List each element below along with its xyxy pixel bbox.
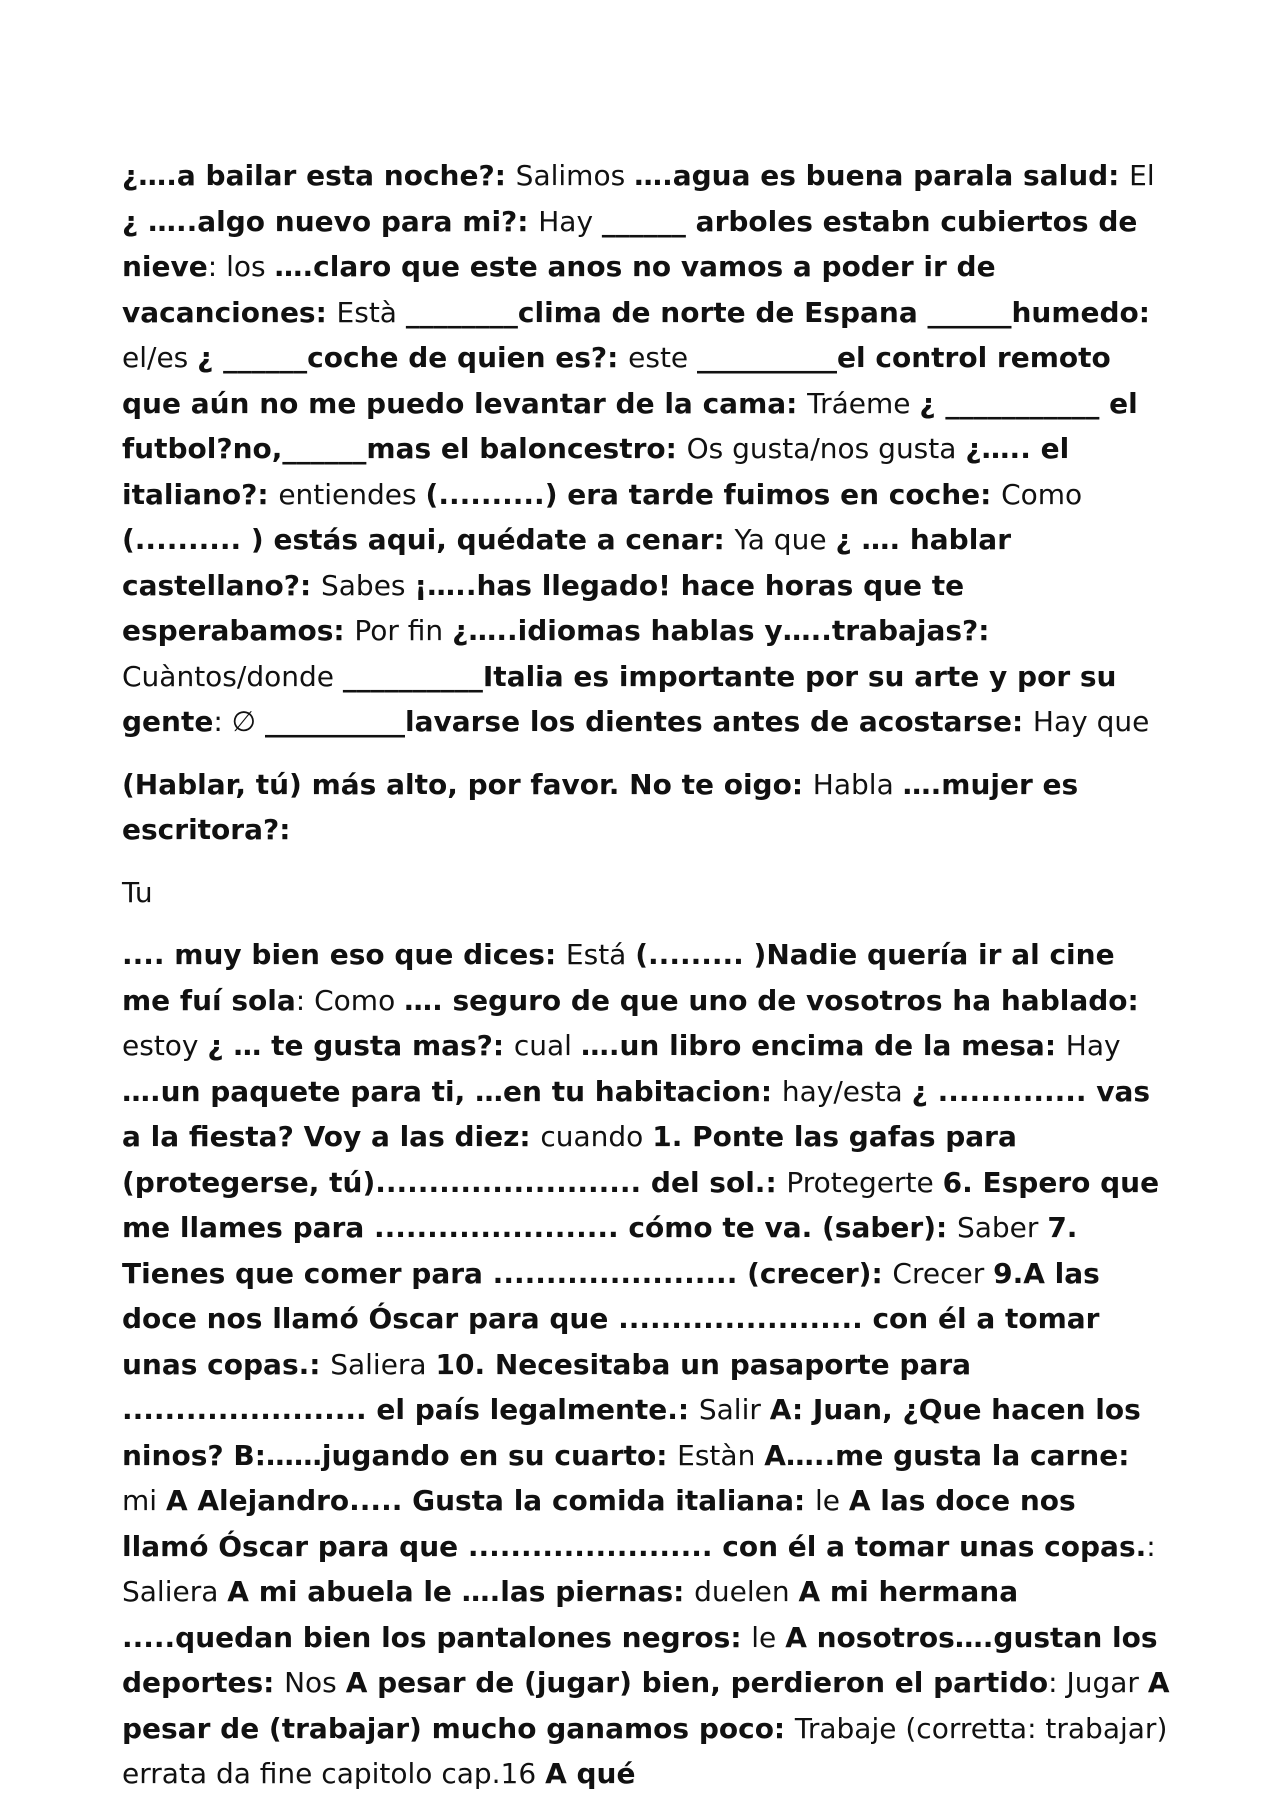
question-text: ….mujer es escritora?: <box>122 767 1079 846</box>
answer-text: el/es <box>122 341 198 374</box>
question-text: __________lavarse los dientes antes de acostarse: <box>264 705 1033 738</box>
answer-text: estoy <box>122 1029 208 1062</box>
question-text: ¿…..idiomas hablas y…..trabajas?: <box>452 614 990 647</box>
answer-text: Está <box>565 938 636 971</box>
document-paragraph <box>122 870 1170 916</box>
answer-text: cuando <box>540 1120 653 1153</box>
question-text: (..........) era tarde fuimos en coche: <box>425 477 1002 511</box>
answer-text: : Como <box>295 983 405 1017</box>
answer-text: hay/esta <box>781 1074 912 1108</box>
question-text: ________clima de norte de Espana ______humedo: <box>405 295 1150 329</box>
document-paragraph <box>122 932 1170 1797</box>
answer-text: le <box>814 1484 849 1517</box>
answer-text: Salimos <box>515 159 635 192</box>
question-text: ¿ …. hablar castellano?: <box>122 523 1011 602</box>
document-paragraph <box>122 762 1170 853</box>
question-text: A las doce nos llamó Óscar para que ....................... con él a tomar unas copas. <box>122 1484 1147 1563</box>
question-text: ¿ ______coche de quien es?: <box>197 341 629 374</box>
answer-text: le <box>751 1620 786 1654</box>
question-text: .... muy bien eso que dices: <box>122 938 566 971</box>
answer-text: mi <box>122 1484 166 1517</box>
answer-text: Hay <box>538 204 602 238</box>
answer-text: Ya que <box>734 523 836 556</box>
question-text: A pesar de (jugar) bien, perdieron el partido <box>345 1666 1049 1699</box>
question-text: __________Italia es importante por su arte y por su gente <box>122 659 1117 738</box>
question-text: A qué <box>545 1757 636 1790</box>
answer-text: El <box>1129 159 1155 192</box>
question-text: ….un libro encima de la mesa: <box>580 1029 1066 1062</box>
answer-text: Tráeme <box>807 386 920 420</box>
answer-text: entiendes <box>278 477 426 511</box>
question-text: ….un paquete para ti, …en tu habitacion: <box>122 1074 782 1108</box>
answer-text: Nos <box>284 1666 346 1699</box>
answer-text: Hay <box>1065 1029 1121 1062</box>
question-text: A nosotros….gustan los deportes: <box>122 1620 1158 1699</box>
question-text: ¿ ___________ el futbol?no,______mas el baloncestro: <box>122 386 1138 465</box>
answer-text: este <box>628 341 698 374</box>
question-text: A mi abuela le ….las piernas: <box>227 1575 695 1608</box>
answer-text: : Jugar <box>1048 1666 1148 1699</box>
answer-text: : ∅ <box>213 705 265 738</box>
question-text: __________el control remoto que aún no me puedo levantar de la cama: <box>122 341 1111 420</box>
question-text: (......... )Nadie quería ir al cine me fuí sola <box>122 938 1115 1017</box>
answer-text: Os gusta/nos gusta <box>686 432 966 465</box>
answer-text: duelen <box>694 1575 799 1608</box>
answer-text: Cuàntos/donde <box>122 659 343 693</box>
answer-text: : Saliera <box>122 1529 1156 1608</box>
answer-text: Sabes <box>320 568 415 602</box>
answer-text: Habla <box>812 767 903 801</box>
answer-text: Tu <box>122 875 153 909</box>
question-text: ¿….a bailar esta noche?: <box>122 159 516 192</box>
question-text: A mi hermana .....quedan bien los pantalones negros: <box>122 1575 1019 1654</box>
question-text: ¿ … te gusta mas?: <box>207 1029 514 1062</box>
answer-text: Està <box>336 295 406 329</box>
question-text: ¿ .............. vas a la fiesta? Voy a las diez: <box>122 1074 1151 1153</box>
answer-text: cual <box>513 1029 581 1062</box>
question-text: A Alejandro..... Gusta la comida italiana: <box>165 1484 815 1517</box>
answer-text: Crecer <box>892 1256 994 1290</box>
answer-text: Hay que <box>1032 705 1150 738</box>
question-text: …. seguro de que uno de vosotros ha hablado: <box>404 983 1139 1017</box>
answer-text: Por fin <box>354 614 453 647</box>
question-text: 1. Ponte las gafas para (protegerse, tú)......................... del sol.: <box>122 1120 1017 1199</box>
question-text: 6. Espero que me llames para ....................... cómo te va. (saber): <box>122 1165 1160 1244</box>
question-text: 9.A las doce nos llamó Óscar para que ....................... con él a tomar unas copas.: <box>122 1256 1100 1381</box>
answer-text: Como <box>1001 477 1083 511</box>
answer-text: Estàn <box>677 1438 765 1472</box>
question-text: 7. Tienes que comer para ....................... (crecer): <box>122 1211 1078 1290</box>
question-text: A…..me gusta la carne: <box>764 1438 1130 1472</box>
question-text: A: Juan, ¿Que hacen los ninos? B:……jugando en su cuarto: <box>122 1393 1141 1472</box>
answer-text: Saliera <box>330 1347 436 1381</box>
question-text: 10. Necesitaba un pasaporte para ....................... el país legalmente.: <box>122 1347 972 1426</box>
answer-text: Trabaje (corretta: trabajar) errata da fine capitolo cap.16 <box>122 1711 1168 1790</box>
question-text: ¿ …..algo nuevo para mi?: <box>122 204 539 238</box>
question-text: ¡…..has llegado! hace horas que te esperabamos: <box>122 568 965 647</box>
question-text: (Hablar, tú) más alto, por favor. No te oigo: <box>122 767 813 801</box>
question-text: ….claro que este anos no vamos a poder ir de vacanciones: <box>122 250 996 329</box>
question-text: A pesar de (trabajar) mucho ganamos poco: <box>122 1666 1170 1745</box>
question-text: ______ arboles estabn cubiertos de nieve <box>122 204 1138 283</box>
answer-text: Saber <box>956 1211 1048 1244</box>
document-paragraph <box>122 153 1170 745</box>
answer-text: : los <box>207 250 275 283</box>
answer-text: Protegerte <box>786 1165 943 1199</box>
answer-text: Salir <box>698 1393 770 1426</box>
document-body <box>122 153 1170 1797</box>
question-text: ….agua es buena parala salud: <box>634 159 1130 192</box>
question-text: ¿….. el italiano?: <box>122 432 1070 511</box>
question-text: (.......... ) estás aqui, quédate a cenar: <box>122 523 735 556</box>
